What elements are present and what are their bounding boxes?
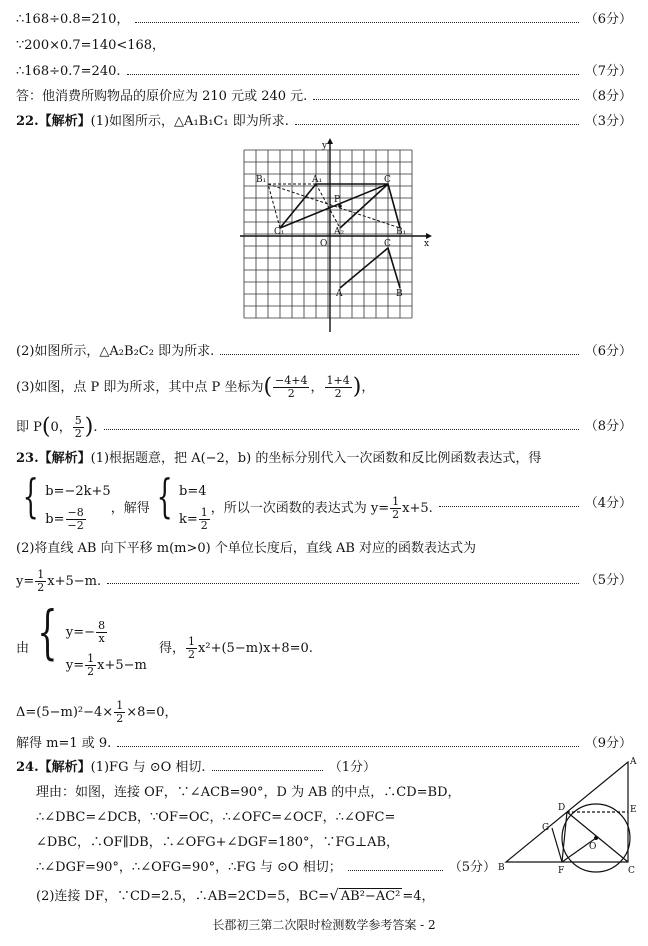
equation-system: b=4 k= $\frac{1}{2}$ <box>179 484 208 533</box>
score: （5分） <box>584 573 632 588</box>
label-o: O <box>320 239 328 249</box>
label-b1-top: B₁ <box>256 175 267 185</box>
label-a1-top: A₁ <box>312 175 323 185</box>
fraction: $\frac{5}{2}$ <box>74 413 82 440</box>
q22-part3b: 即 P(0， $\frac{5}{2}$ ). （8分） <box>16 413 632 440</box>
coordinate-grid-figure <box>238 138 434 336</box>
q23-eq1: y= $\frac{1}{2}$ x+5−m. （5分） <box>16 567 632 594</box>
analysis-tag: 【解析】 <box>38 114 91 129</box>
label-b1: B₁ <box>396 227 407 237</box>
answer-line: ∴168÷0.8=210， （6分） <box>16 12 632 27</box>
q23-system: { b=−2k+5 b= $\frac{-8}{-2}$ ，解得 { b=4 k= $\frac{1}{2}$ ，所以一次函数的表达式为 y= $\frac{1}{2}$ x+5. （4分） <box>22 468 632 533</box>
score: （6分） <box>584 344 632 359</box>
question-number: 22. <box>16 114 39 129</box>
label-b: B <box>396 289 403 299</box>
q24-reason-1: 理由：如图，连接 OF，∵∠ACB=90°，D 为 AB 的中点，∴CD=BD， <box>36 785 461 800</box>
q23-solution: 解得 m=1 或 9. （9分） <box>16 736 632 751</box>
question-number: 24. <box>16 760 39 775</box>
fraction: $\frac{-4+4}{2}$ <box>275 373 308 400</box>
score: （8分） <box>584 89 632 104</box>
score: （6分） <box>584 12 632 27</box>
fig-label-g: G <box>542 823 550 833</box>
label-c-top: C <box>384 175 391 185</box>
q24-header: 24.【解析】(1)FG 与 ⊙O 相切. （1分） <box>16 760 376 775</box>
score: （4分） <box>584 496 632 511</box>
score: （5分） <box>448 860 496 875</box>
circle-triangle-figure <box>496 752 642 876</box>
answer-line: ∵200×0.7=140<168， <box>16 38 166 53</box>
fraction: $\frac{1+4}{2}$ <box>326 373 350 400</box>
q24-reason-4: ∴∠DGF=90°，∴∠OFG=90°，∴FG 与 ⊙O 相切； （5分） <box>36 860 496 875</box>
fig-label-a: A <box>630 757 637 767</box>
analysis-tag: 【解析】 <box>38 760 91 775</box>
score: （3分） <box>584 114 632 129</box>
fig-label-o: O <box>589 842 597 852</box>
label-x: x <box>424 239 430 249</box>
label-p: P <box>334 195 341 205</box>
q22-part3: (3)如图，点 P 即为所求，其中点 P 坐标为( $\frac{-4+4}{2}$ ， $\frac{1+4}{2}$ )， <box>16 373 375 400</box>
q23-header: 23.【解析】(1)根据题意，把 A(−2，b) 的坐标分别代入一次函数和反比例函数表达式，得 <box>16 451 542 466</box>
answer-line: 答：他消费所购物品的原价应为 210 元或 240 元. （8分） <box>16 89 632 104</box>
label-y: y <box>322 141 328 151</box>
q23-part2: (2)将直线 AB 向下平移 m(m>0) 个单位长度后，直线 AB 对应的函数表达式为 <box>16 541 477 556</box>
q23-eq2: 由 { y=− $\frac{8}{x}$ y= $\frac{1}{2}$ x+5−m 得， $\frac{1}{2}$ x²+(5−m)x+8=0. <box>16 598 313 678</box>
q24-part2: (2)连接 DF，∵CD=2.5，∴AB=2CD=5，BC=√ AB²−AC² =4， <box>36 886 435 904</box>
label-a2: A₂ <box>334 227 345 237</box>
label-a: A <box>336 289 343 299</box>
answer-line: ∴168÷0.7=240. （7分） <box>16 64 632 79</box>
score: （7分） <box>584 64 632 79</box>
q24-reason-3: ∠DBC，∴OF∥DB，∴∠OFG+∠DGF=180°，∵FG⊥AB， <box>36 835 400 850</box>
q22-part2: (2)如图所示，△A₂B₂C₂ 即为所求. （6分） <box>16 344 632 359</box>
analysis-tag: 【解析】 <box>38 451 91 466</box>
q24-reason-2: ∴∠DBC=∠DCB，∵OF=OC，∴∠OFC=∠OCF，∴∠OFC= <box>36 810 396 825</box>
label-c2: C <box>384 239 391 249</box>
fig-label-f: F <box>558 866 565 876</box>
fig-label-c: C <box>628 866 635 876</box>
fig-label-d: D <box>558 803 566 813</box>
score: （1分） <box>328 760 376 775</box>
q22-header: 22.【解析】(1)如图所示，△A₁B₁C₁ 即为所求. （3分） <box>16 114 632 129</box>
fig-label-e: E <box>630 805 637 815</box>
equation-system: b=−2k+5 b= $\frac{-8}{-2}$ <box>45 484 111 533</box>
score: （9分） <box>584 736 632 751</box>
fig-label-b: B <box>498 863 505 873</box>
score: （8分） <box>584 419 632 434</box>
question-number: 23. <box>16 451 39 466</box>
page-footer: 长郡初三第二次限时检测数学参考答案 - 2 <box>212 918 436 932</box>
q23-delta: Δ=(5−m)²−4× $\frac{1}{2}$ ×8=0， <box>16 698 178 725</box>
label-c1: C₁ <box>274 227 285 237</box>
